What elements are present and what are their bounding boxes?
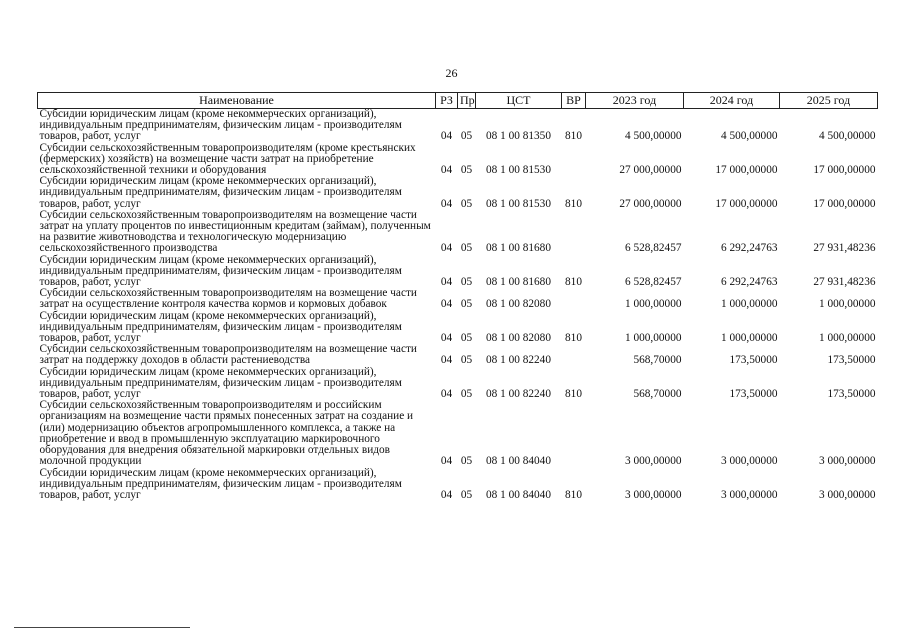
table-row bbox=[38, 255, 878, 289]
header-rz: РЗ bbox=[436, 93, 458, 109]
table-row bbox=[38, 400, 878, 467]
row-2023: 1 000,00000 bbox=[625, 332, 682, 345]
row-cst: 08 1 00 82080 bbox=[486, 332, 551, 345]
row-pr: 05 bbox=[460, 298, 473, 311]
row-2024: 6 292,24763 bbox=[721, 276, 778, 289]
row-name: Субсидии сельскохозяйственным товаропроизводителям на возмещение части затрат на поддержку доходов в области растениеводства bbox=[39, 343, 417, 367]
row-2025: 4 500,00000 bbox=[819, 130, 876, 143]
table-row bbox=[38, 288, 878, 310]
row-2025: 27 931,48236 bbox=[813, 242, 876, 255]
row-rz: 04 bbox=[440, 242, 453, 255]
row-2024: 6 292,24763 bbox=[721, 242, 778, 255]
row-name: Субсидии сельскохозяйственным товаропроизводителям (кроме крестьянских (фермерских) хозяйств) на возмещение части затрат на приобретение сельскохозяйственной техники и оборудования bbox=[39, 141, 416, 177]
budget-table bbox=[37, 92, 878, 501]
row-vr: 810 bbox=[565, 388, 582, 401]
row-rz: 04 bbox=[440, 298, 453, 311]
row-rz: 04 bbox=[440, 455, 453, 468]
row-cst: 08 1 00 82080 bbox=[486, 298, 551, 311]
row-vr: 810 bbox=[565, 276, 582, 289]
row-2025: 17 000,00000 bbox=[813, 197, 876, 210]
row-2023: 27 000,00000 bbox=[619, 164, 682, 177]
header-vr: ВР bbox=[562, 93, 586, 109]
row-name: Субсидии сельскохозяйственным товаропроизводителям на возмещение части затрат на уплату процентов по инвестиционным кредитам (займам), полученным на развитие животноводства и технологическую модернизацию сельскохозяйственного производства bbox=[39, 208, 431, 255]
row-2025: 173,50000 bbox=[827, 388, 876, 401]
header-2025: 2025 год bbox=[780, 93, 878, 109]
table-row bbox=[38, 143, 878, 177]
row-cst: 08 1 00 81530 bbox=[486, 197, 551, 210]
row-rz: 04 bbox=[440, 197, 453, 210]
row-2024: 173,50000 bbox=[729, 354, 778, 367]
row-2023: 4 500,00000 bbox=[625, 130, 682, 143]
row-2025: 173,50000 bbox=[827, 354, 876, 367]
row-cst: 08 1 00 81530 bbox=[486, 164, 551, 177]
row-2025: 3 000,00000 bbox=[819, 488, 876, 501]
row-2025: 1 000,00000 bbox=[819, 298, 876, 311]
row-cst: 08 1 00 81350 bbox=[486, 130, 551, 143]
row-2023: 6 528,82457 bbox=[625, 242, 682, 255]
row-vr bbox=[562, 400, 586, 467]
table-row bbox=[38, 468, 878, 502]
row-name: Субсидии сельскохозяйственным товаропроизводителям и российским организациям на возмещение части прямых понесенных затрат на создание и (или) модернизацию объектов агропромышленного комплекса, а также на приобретение и ввод в промышленную эксплуатацию маркировочного оборудования для внедрения обязательной маркировки отдельных видов молочной продукции bbox=[39, 399, 414, 468]
row-rz: 04 bbox=[440, 388, 453, 401]
row-name: Субсидии сельскохозяйственным товаропроизводителям на возмещение части затрат на осуществление контроля качества кормов и кормовых добавок bbox=[39, 287, 417, 311]
header-name: Наименование bbox=[38, 93, 436, 109]
row-pr: 05 bbox=[460, 488, 473, 501]
row-name: Субсидии юридическим лицам (кроме некоммерческих организаций), индивидуальным предпринимателям, физическим лицам - производителям товаров, работ, услуг bbox=[39, 108, 402, 143]
row-2023: 3 000,00000 bbox=[625, 488, 682, 501]
row-name: Субсидии юридическим лицам (кроме некоммерческих организаций), индивидуальным предпринимателям, физическим лицам - производителям товаров, работ, услуг bbox=[39, 309, 402, 345]
header-row bbox=[38, 93, 878, 109]
row-2024: 4 500,00000 bbox=[721, 130, 778, 143]
row-vr bbox=[562, 143, 586, 177]
row-rz: 04 bbox=[440, 332, 453, 345]
row-2025: 17 000,00000 bbox=[813, 164, 876, 177]
header-2023: 2023 год bbox=[586, 93, 684, 109]
row-2023: 568,70000 bbox=[633, 388, 682, 401]
row-vr: 810 bbox=[565, 488, 582, 501]
row-2023: 6 528,82457 bbox=[625, 276, 682, 289]
row-2025: 1 000,00000 bbox=[819, 332, 876, 345]
row-vr: 810 bbox=[565, 197, 582, 210]
row-pr: 05 bbox=[460, 242, 473, 255]
row-rz: 04 bbox=[440, 354, 453, 367]
row-vr bbox=[562, 344, 586, 366]
row-2025: 27 931,48236 bbox=[813, 276, 876, 289]
row-pr: 05 bbox=[460, 276, 473, 289]
row-2023: 568,70000 bbox=[633, 354, 682, 367]
table-row bbox=[38, 367, 878, 401]
row-2024: 3 000,00000 bbox=[721, 488, 778, 501]
table-row bbox=[38, 109, 878, 143]
row-2024: 173,50000 bbox=[729, 388, 778, 401]
row-2025: 3 000,00000 bbox=[819, 455, 876, 468]
row-name: Субсидии юридическим лицам (кроме некоммерческих организаций), индивидуальным предпринимателям, физическим лицам - производителям товаров, работ, услуг bbox=[39, 253, 402, 289]
table-row bbox=[38, 176, 878, 210]
row-pr: 05 bbox=[460, 455, 473, 468]
row-cst: 08 1 00 84040 bbox=[486, 488, 551, 501]
row-name: Субсидии юридическим лицам (кроме некоммерческих организаций), индивидуальным предпринимателям, физическим лицам - производителям товаров, работ, услуг bbox=[39, 365, 402, 401]
row-vr bbox=[562, 210, 586, 255]
row-cst: 08 1 00 82240 bbox=[486, 354, 551, 367]
row-2024: 1 000,00000 bbox=[721, 332, 778, 345]
row-pr: 05 bbox=[460, 164, 473, 177]
row-2024: 3 000,00000 bbox=[721, 455, 778, 468]
row-rz: 04 bbox=[440, 164, 453, 177]
row-vr: 810 bbox=[565, 130, 582, 143]
row-name: Субсидии юридическим лицам (кроме некоммерческих организаций), индивидуальным предпринимателям, физическим лицам - производителям товаров, работ, услуг bbox=[39, 175, 402, 210]
row-pr: 05 bbox=[460, 354, 473, 367]
page-number: 26 bbox=[445, 66, 458, 80]
table-row bbox=[38, 311, 878, 345]
row-2023: 3 000,00000 bbox=[625, 455, 682, 468]
row-pr: 05 bbox=[460, 130, 473, 143]
footer-divider bbox=[14, 627, 190, 628]
row-rz: 04 bbox=[440, 276, 453, 289]
row-pr: 05 bbox=[460, 388, 473, 401]
row-pr: 05 bbox=[460, 332, 473, 345]
table-row bbox=[38, 210, 878, 255]
row-rz: 04 bbox=[440, 130, 453, 143]
row-cst: 08 1 00 84040 bbox=[486, 455, 551, 468]
row-pr: 05 bbox=[460, 197, 473, 210]
row-rz: 04 bbox=[440, 488, 453, 501]
row-2024: 1 000,00000 bbox=[721, 298, 778, 311]
row-cst: 08 1 00 82240 bbox=[486, 388, 551, 401]
row-2024: 17 000,00000 bbox=[715, 197, 778, 210]
row-2023: 1 000,00000 bbox=[625, 298, 682, 311]
row-vr bbox=[562, 288, 586, 310]
header-cst: ЦСТ bbox=[476, 93, 562, 109]
header-pr: Пр bbox=[458, 93, 476, 109]
row-name: Субсидии юридическим лицам (кроме некоммерческих организаций), индивидуальным предпринимателям, физическим лицам - производителям товаров, работ, услуг bbox=[39, 466, 402, 501]
row-cst: 08 1 00 81680 bbox=[486, 276, 551, 289]
row-vr: 810 bbox=[565, 332, 582, 345]
row-cst: 08 1 00 81680 bbox=[486, 242, 551, 255]
row-2023: 27 000,00000 bbox=[619, 197, 682, 210]
row-2024: 17 000,00000 bbox=[715, 164, 778, 177]
header-2024: 2024 год bbox=[684, 93, 780, 109]
table-row bbox=[38, 344, 878, 366]
